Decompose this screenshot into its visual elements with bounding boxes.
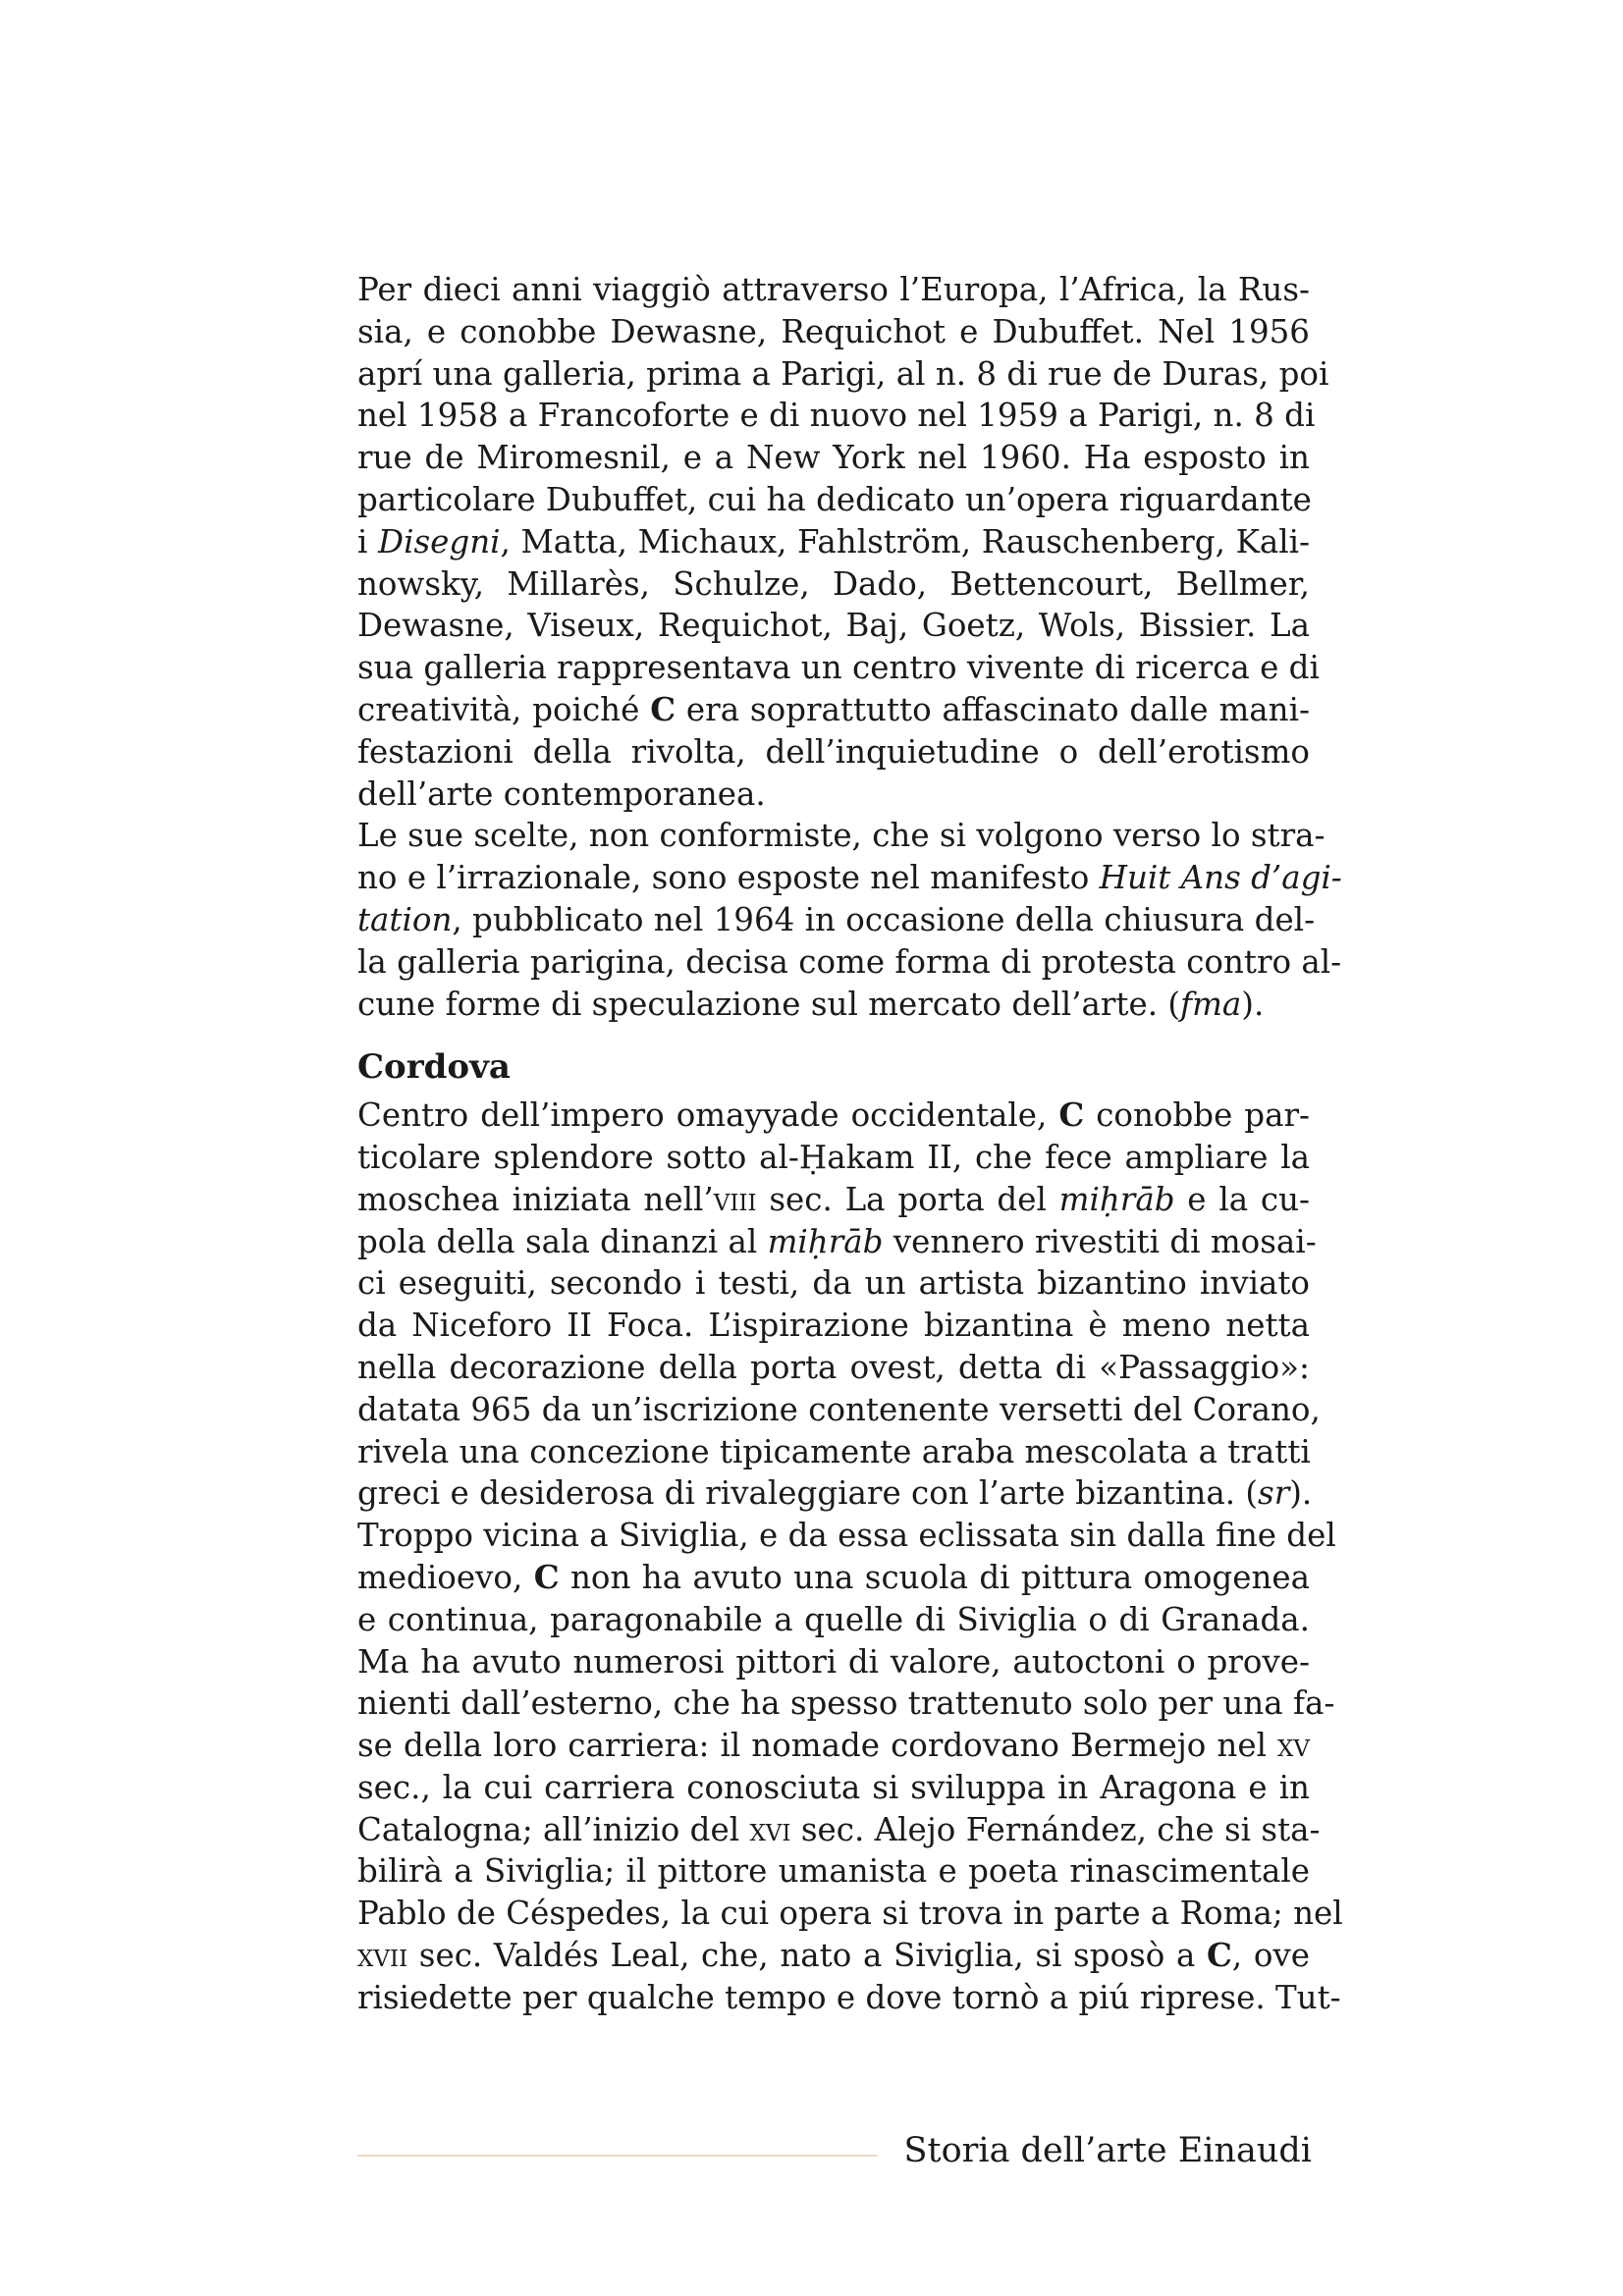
text-line: nel 1958 a Francoforte e di nuovo nel 1959 a Parigi, n. 8 di xyxy=(357,397,1316,435)
text-line: dell’arte contemporanea. xyxy=(357,774,766,813)
text-line: risiedette per qualche tempo e dove tornò a piú riprese. Tut- xyxy=(357,1978,1341,2016)
text-line: e continua, paragonabile a quelle di Siviglia o di Granada. xyxy=(357,1600,1310,1638)
text-line: festazioni della rivolta, dell’inquietudine o dell’erotismo xyxy=(357,732,1310,771)
italic-term: miḥrāb xyxy=(767,1222,884,1260)
text-line: se della loro carriera: il nomade cordovano Bermejo nel xv xyxy=(357,1727,1310,1765)
author-initials: sr xyxy=(1258,1474,1290,1513)
text-line: Le sue scelte, non conformiste, che si volgono verso lo stra- xyxy=(357,817,1325,855)
entry-abbreviation: C xyxy=(1058,1095,1085,1135)
text-line: Per dieci anni viaggiò attraverso l’Europa, l’Africa, la Rus- xyxy=(357,271,1310,308)
text-line: Pablo de Céspedes, la cui opera si trova in parte a Roma; nel xyxy=(357,1895,1343,1933)
text-line: sec., la cui carriera conosciuta si sviluppa in Aragona e in xyxy=(357,1768,1310,1806)
text-line: tation, pubblicato nel 1964 in occasione della chiusura del- xyxy=(357,900,1316,938)
text-line: la galleria parigina, decisa come forma di protesta contro al- xyxy=(357,942,1342,981)
century-numeral: viii xyxy=(713,1180,757,1218)
entry-abbreviation: C xyxy=(533,1557,560,1596)
text-line: nienti dall’esterno, che ha spesso trattenuto solo per una fa- xyxy=(357,1684,1335,1723)
text-line: da Niceforo II Foca. L’ispirazione bizantina è meno netta xyxy=(357,1307,1310,1345)
section-heading: Cordova xyxy=(357,1047,511,1088)
text-line: pola della sala dinanzi al miḥrāb vennero rivestiti di mosai- xyxy=(357,1222,1317,1260)
italic-title: tation xyxy=(357,900,453,938)
entry-abbreviation: C xyxy=(650,689,676,728)
text-line: ticolare splendore sotto al-Ḥakam II, che fece ampliare la xyxy=(357,1138,1310,1176)
text-line: sia, e conobbe Dewasne, Requichot e Dubuffet. Nel 1956 xyxy=(357,312,1310,350)
text-line: particolare Dubuffet, cui ha dedicato un’opera riguardante xyxy=(357,480,1312,518)
text-line: Troppo vicina a Siviglia, e da essa eclissata sin dalla fine del xyxy=(357,1517,1336,1555)
text-line: i Disegni, Matta, Michaux, Fahlström, Rauschenberg, Kali- xyxy=(357,522,1310,561)
text-line: nella decorazione della porta ovest, detta di «Passaggio»: xyxy=(357,1348,1310,1386)
text-line: Ma ha avuto numerosi pittori di valore, autoctoni o prove- xyxy=(357,1642,1310,1681)
text-line: greci e desiderosa di rivaleggiare con l’arte bizantina. (sr). xyxy=(357,1474,1313,1513)
century-numeral: xvii xyxy=(357,1937,408,1975)
text-line: bilirà a Siviglia; il pittore umanista e poeta rinascimentale xyxy=(357,1852,1310,1891)
text-line: no e l’irrazionale, sono esposte nel manifesto Huit Ans d’agi- xyxy=(357,859,1342,897)
text-line: datata 965 da un’iscrizione contenente versetti del Corano, xyxy=(357,1390,1321,1428)
author-initials: fma xyxy=(1180,985,1242,1023)
text-line: Dewasne, Viseux, Requichot, Baj, Goetz, Wols, Bissier. La xyxy=(357,607,1310,645)
entry-abbreviation: C xyxy=(1206,1936,1232,1975)
text-line: creatività, poiché C era soprattutto affascinato dalle mani- xyxy=(357,689,1310,728)
text-line: aprí una galleria, prima a Parigi, al n. 8 di rue de Duras, poi xyxy=(357,354,1329,393)
footer-title: Storia dell’arte Einaudi xyxy=(903,2131,1312,2170)
italic-title: Disegni xyxy=(378,522,501,561)
text-line: rue de Miromesnil, e a New York nel 1960. Ha esposto in xyxy=(357,439,1310,477)
text-line: medioevo, C non ha avuto una scuola di pittura omogenea xyxy=(357,1557,1310,1596)
italic-title: Huit Ans d’agi- xyxy=(1099,859,1342,897)
text-line: moschea iniziata nell’viii sec. La porta del miḥrāb e la cu- xyxy=(357,1180,1310,1218)
body-text xyxy=(357,269,1343,2019)
text-line: Centro dell’impero omayyade occidentale, C conobbe par- xyxy=(357,1095,1311,1135)
italic-term: miḥrāb xyxy=(1058,1180,1175,1218)
text-line: rivela una concezione tipicamente araba mescolata a tratti xyxy=(357,1432,1311,1470)
text-line: ci eseguiti, secondo i testi, da un artista bizantino inviato xyxy=(357,1264,1310,1303)
century-numeral: xv xyxy=(1277,1727,1310,1765)
text-line: cune forme di speculazione sul mercato dell’arte. (fma). xyxy=(357,985,1265,1023)
text-line: sua galleria rappresentava un centro vivente di ricerca e di xyxy=(357,649,1320,687)
text-line: Catalogna; all’inizio del xvi sec. Alejo Fernández, che si sta- xyxy=(357,1810,1321,1848)
footer-rule xyxy=(357,2155,878,2157)
century-numeral: xvi xyxy=(749,1810,791,1848)
text-line: nowsky, Millarès, Schulze, Dado, Bettencourt, Bellmer, xyxy=(357,564,1310,603)
text-line: xvii sec. Valdés Leal, che, nato a Siviglia, si sposò a C, ove xyxy=(357,1936,1310,1975)
